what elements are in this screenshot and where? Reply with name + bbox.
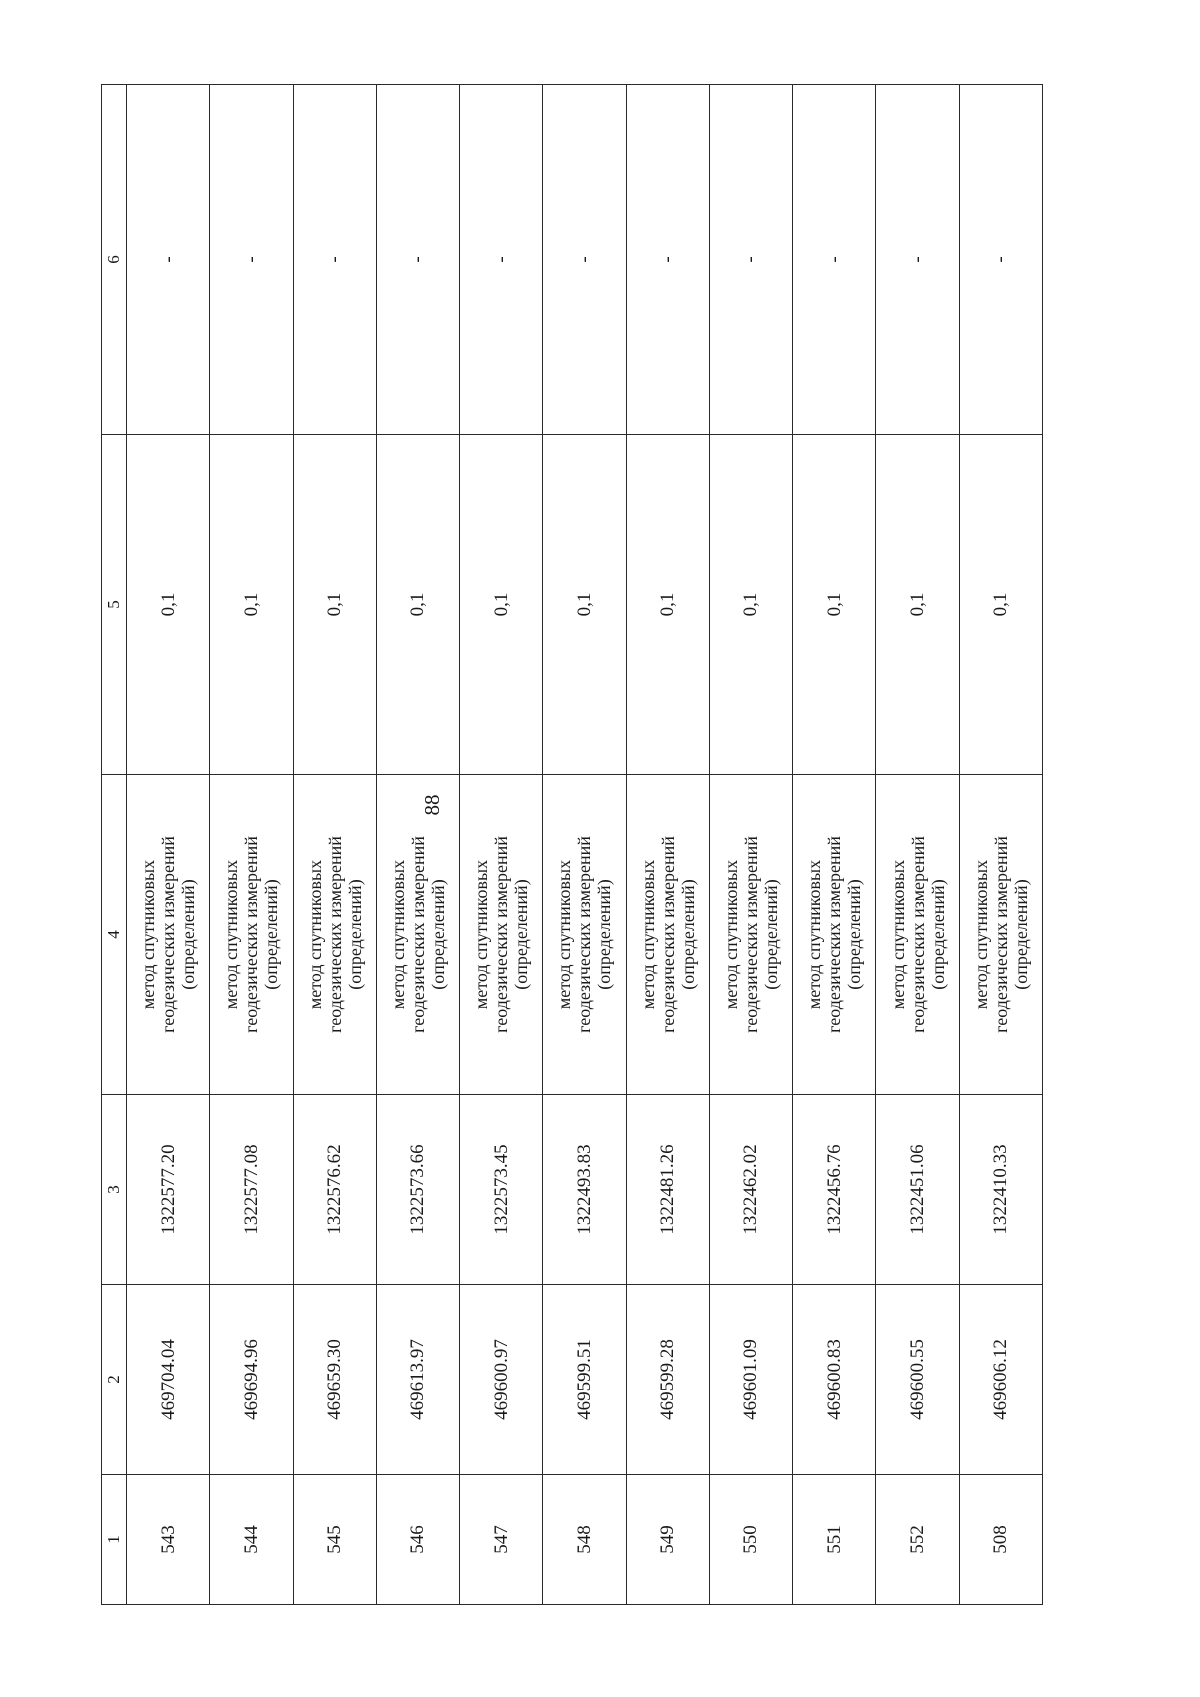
- table-row: [959, 85, 1042, 1605]
- table-row: [210, 85, 293, 1605]
- method-text-line: (определений): [844, 879, 865, 990]
- table-row: [626, 85, 709, 1605]
- coordinate-y-cell: 1322410.33: [959, 1095, 1042, 1285]
- coordinate-x-cell: 469599.51: [543, 1285, 626, 1475]
- method-cell: [127, 775, 210, 1095]
- coordinate-x-cell: 469600.97: [460, 1285, 543, 1475]
- coordinate-x-cell: 469606.12: [959, 1285, 1042, 1475]
- method-text-line: (определений): [427, 879, 448, 990]
- note-cell: -: [293, 85, 376, 435]
- table-header: [102, 85, 127, 1605]
- accuracy-cell: 0,1: [626, 435, 709, 775]
- point-number-cell: 550: [709, 1475, 792, 1605]
- method-text-line: (определений): [261, 879, 282, 990]
- note-cell: -: [959, 85, 1042, 435]
- method-text-line: метод спутниковых: [471, 859, 492, 1010]
- header-row: [102, 85, 127, 1605]
- table-row: [127, 85, 210, 1605]
- coordinate-x-cell: 469613.97: [376, 1285, 459, 1475]
- accuracy-cell: 0,1: [293, 435, 376, 775]
- method-cell: [959, 775, 1042, 1095]
- method-text-line: (определений): [594, 879, 615, 990]
- coordinate-x-cell: 469599.28: [626, 1285, 709, 1475]
- accuracy-cell: 0,1: [376, 435, 459, 775]
- coordinate-y-cell: 1322577.20: [127, 1095, 210, 1285]
- method-text-line: метод спутниковых: [138, 859, 159, 1010]
- note-cell: -: [793, 85, 876, 435]
- point-number-cell: 552: [876, 1475, 959, 1605]
- method-text-line: (определений): [511, 879, 532, 990]
- point-number-cell: 547: [460, 1475, 543, 1605]
- coordinate-x-cell: 469694.96: [210, 1285, 293, 1475]
- header-col-6: 6: [102, 85, 127, 435]
- note-cell: -: [709, 85, 792, 435]
- method-cell: [460, 775, 543, 1095]
- point-number-cell: 544: [210, 1475, 293, 1605]
- method-text-line: метод спутниковых: [554, 859, 575, 1010]
- method-text-line: геодезических измерений: [907, 836, 928, 1033]
- method-text-line: (определений): [178, 879, 199, 990]
- method-text-line: геодезических измерений: [657, 836, 678, 1033]
- accuracy-cell: 0,1: [127, 435, 210, 775]
- method-cell: [543, 775, 626, 1095]
- method-text-line: геодезических измерений: [824, 836, 845, 1033]
- method-text-line: (определений): [760, 879, 781, 990]
- table-row: [709, 85, 792, 1605]
- method-text-line: метод спутниковых: [387, 859, 408, 1010]
- method-text-line: (определений): [1010, 879, 1031, 990]
- table-row: [876, 85, 959, 1605]
- note-cell: -: [127, 85, 210, 435]
- note-cell: -: [376, 85, 459, 435]
- method-text-line: метод спутниковых: [637, 859, 658, 1010]
- method-text-line: (определений): [677, 879, 698, 990]
- method-cell: [709, 775, 792, 1095]
- table-body: [127, 85, 1043, 1605]
- method-cell: [626, 775, 709, 1095]
- point-number-cell: 546: [376, 1475, 459, 1605]
- accuracy-cell: 0,1: [876, 435, 959, 775]
- point-number-cell: 545: [293, 1475, 376, 1605]
- table-row: [460, 85, 543, 1605]
- header-col-1: 1: [102, 1475, 127, 1605]
- method-text-line: метод спутниковых: [887, 859, 908, 1010]
- coordinates-table: [101, 84, 1043, 1605]
- coordinates-table-frame: [101, 85, 1043, 1605]
- method-cell: [876, 775, 959, 1095]
- coordinate-y-cell: 1322481.26: [626, 1095, 709, 1285]
- method-text-line: геодезических измерений: [574, 836, 595, 1033]
- method-text-line: метод спутниковых: [304, 859, 325, 1010]
- accuracy-cell: 0,1: [210, 435, 293, 775]
- point-number-cell: 543: [127, 1475, 210, 1605]
- table-row: [376, 85, 459, 1605]
- accuracy-cell: 0,1: [543, 435, 626, 775]
- coordinate-x-cell: 469601.09: [709, 1285, 792, 1475]
- method-text-line: геодезических измерений: [491, 836, 512, 1033]
- header-col-2: 2: [102, 1285, 127, 1475]
- note-cell: -: [876, 85, 959, 435]
- coordinate-x-cell: 469600.55: [876, 1285, 959, 1475]
- coordinate-y-cell: 1322573.66: [376, 1095, 459, 1285]
- coordinate-y-cell: 1322451.06: [876, 1095, 959, 1285]
- method-text-line: метод спутниковых: [221, 859, 242, 1010]
- accuracy-cell: 0,1: [709, 435, 792, 775]
- table-row: [793, 85, 876, 1605]
- point-number-cell: 548: [543, 1475, 626, 1605]
- header-col-3: 3: [102, 1095, 127, 1285]
- coordinate-y-cell: 1322577.08: [210, 1095, 293, 1285]
- coordinate-x-cell: 469704.04: [127, 1285, 210, 1475]
- header-col-5: 5: [102, 435, 127, 775]
- coordinate-x-cell: 469600.83: [793, 1285, 876, 1475]
- method-text-line: метод спутниковых: [970, 859, 991, 1010]
- note-cell: -: [543, 85, 626, 435]
- method-text-line: метод спутниковых: [720, 859, 741, 1010]
- point-number-cell: 551: [793, 1475, 876, 1605]
- coordinate-y-cell: 1322462.02: [709, 1095, 792, 1285]
- method-text-line: метод спутниковых: [804, 859, 825, 1010]
- method-text-line: (определений): [927, 879, 948, 990]
- coordinate-y-cell: 1322573.45: [460, 1095, 543, 1285]
- coordinate-x-cell: 469659.30: [293, 1285, 376, 1475]
- point-number-cell: 549: [626, 1475, 709, 1605]
- accuracy-cell: 0,1: [460, 435, 543, 775]
- table-row: [543, 85, 626, 1605]
- coordinate-y-cell: 1322493.83: [543, 1095, 626, 1285]
- method-cell: [293, 775, 376, 1095]
- method-text-line: геодезических измерений: [740, 836, 761, 1033]
- accuracy-cell: 0,1: [793, 435, 876, 775]
- header-col-4: 4: [102, 775, 127, 1095]
- note-cell: -: [626, 85, 709, 435]
- coordinate-y-cell: 1322576.62: [293, 1095, 376, 1285]
- point-number-cell: 508: [959, 1475, 1042, 1605]
- method-text-line: геодезических измерений: [990, 836, 1011, 1033]
- method-cell: [793, 775, 876, 1095]
- method-cell: [376, 775, 459, 1095]
- method-text-line: геодезических измерений: [158, 836, 179, 1033]
- table-row: [293, 85, 376, 1605]
- method-cell: [210, 775, 293, 1095]
- coordinate-y-cell: 1322456.76: [793, 1095, 876, 1285]
- method-text-line: (определений): [344, 879, 365, 990]
- method-text-line: геодезических измерений: [324, 836, 345, 1033]
- page-number: 88: [420, 794, 444, 816]
- method-text-line: геодезических измерений: [407, 836, 428, 1033]
- accuracy-cell: 0,1: [959, 435, 1042, 775]
- note-cell: -: [210, 85, 293, 435]
- note-cell: -: [460, 85, 543, 435]
- method-text-line: геодезических измерений: [241, 836, 262, 1033]
